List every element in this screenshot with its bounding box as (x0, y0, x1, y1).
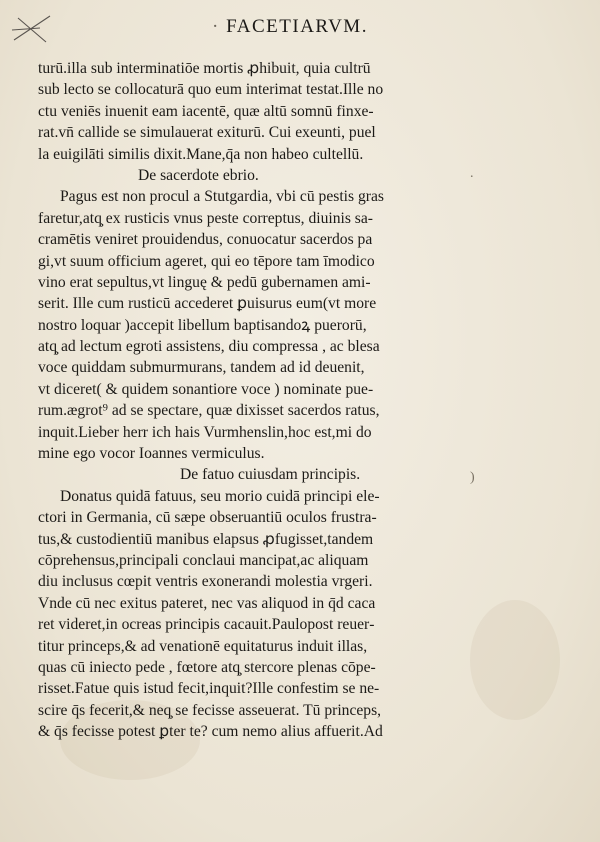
text-line: vino erat sepultus,vt linguę & pedū gubernamen ami‐ (38, 273, 371, 291)
text-line: cōprehensus,principali conclaui mancipat,ac aliquam (38, 551, 369, 569)
text-line: faretur,atq̧ ex rusticis vnus peste correptus, diuinis sa‐ (38, 209, 373, 227)
text-line: diu inclusus cœpit ventris exonerandi molestia vrgeri. (38, 573, 373, 591)
text-line: atq̧ ad lectum egroti assistens, diu compressa , ac blesa (38, 338, 380, 356)
text-line: la euigilāti similis dixit.Mane,q̄a non habeo cultellū. (38, 145, 364, 163)
margin-mark: . (470, 166, 474, 181)
running-header (150, 16, 430, 38)
section-heading: De fatuo cuiusdam principis. (180, 466, 361, 484)
header-dot: · (212, 16, 220, 37)
text-line: cramētis veniret prouidendus, conuocatur sacerdos pa (38, 231, 373, 249)
text-line: & q̄s fecisse potest ꝑter te? cum nemo alius affuerit.Ad (38, 723, 383, 741)
text-line: rum.ægrot⁹ ad se spectare, quæ dixisset sacerdos ratus, (38, 402, 380, 420)
text-line: serit. Ille cum rusticū accederet ꝑuisurus eum(vt more (38, 295, 377, 313)
text-line: risset.Fatue quis istud fecit,inquit?Ille confestim se ne‐ (38, 680, 380, 698)
text-line: scire q̄s fecerit,& neq̧ se fecisse asseuerat. Tū princeps, (38, 701, 382, 719)
text-line: vt diceret( & quidem sonantiore voce ) nominate pue‐ (38, 380, 374, 398)
text-line: gi,vt suum officium ageret, qui eo tēpore tam īmodico (38, 252, 375, 270)
text-line: nostro loquar )accepit libellum baptisandoꝝ puerorū, (38, 316, 367, 334)
text-line: inquit.Lieber herr ich hais Vurmhenslin,hoc est,mi do (38, 423, 372, 441)
margin-mark: ) (470, 470, 475, 485)
text-line: ret videret,in ocreas principis cacauit.Paulopost reuer‐ (38, 616, 375, 634)
text-line: voce quiddam submurmurans, tandem ad id deuenit, (38, 359, 365, 377)
text-line: ctu veniēs inuenit eam iacentē, quæ altū somnū finxe‐ (38, 102, 374, 120)
text-line: Donatus quidā fatuus, seu morio cuidā principi ele‐ (60, 487, 380, 505)
text-line: rat.vn̄ callide se simulauerat exiturū. Cui exeunti, puel (38, 124, 376, 142)
text-line: Vnde cū nec exitus pateret, nec vas aliquod in q̄d caca (38, 594, 376, 612)
text-line: ctori in Germania, cū sæpe obseruantiū oculos frustra‐ (38, 509, 377, 527)
text-line: mine ego vocor Ioannes vermiculus. (38, 445, 265, 463)
section-heading: De sacerdote ebrio. (138, 166, 259, 184)
pen-mark-icon (10, 12, 54, 46)
text-line: tus,& custodientiū manibus elapsus ꝓfugisset,tandem (38, 530, 374, 548)
text-line: sub lecto se collocaturā quo eum interimat testat.Ille no (38, 81, 384, 99)
text-line: quas cū iniecto pede , fœtore atq̧ stercore plenas cōpe‐ (38, 658, 376, 676)
text-line: turū.illa sub interminatiōe mortis ꝓhibuit, quia cultrū (38, 60, 371, 77)
header-title: FACETIARVM. (226, 16, 368, 37)
text-block (38, 58, 464, 743)
paper-stain (470, 600, 560, 720)
text-line: Pagus est non procul a Stutgardia, vbi cū pestis gras (60, 188, 384, 206)
text-line: titur princeps,& ad venationē equitaturus induit illas, (38, 637, 368, 655)
